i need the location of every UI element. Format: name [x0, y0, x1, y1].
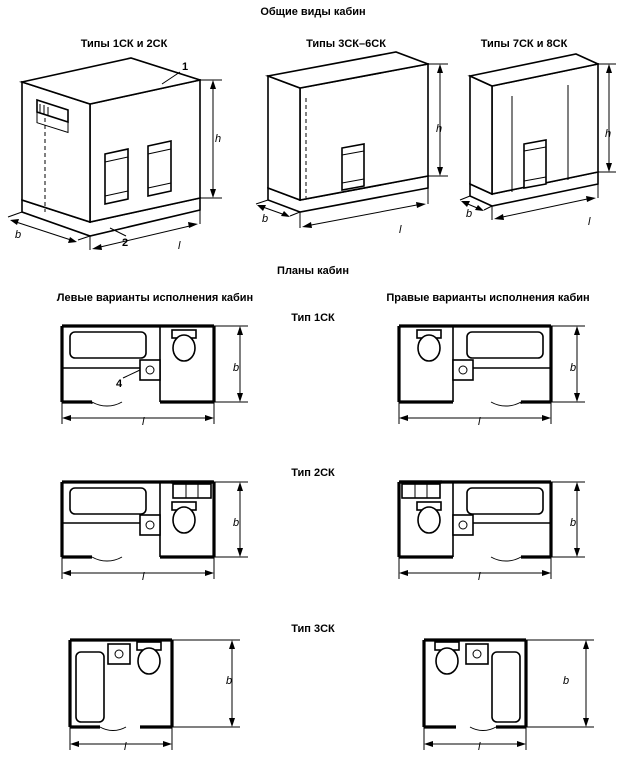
plan-1sk-left: [62, 326, 248, 424]
plan3-left-dim-b: b: [226, 675, 233, 687]
plan2-left-dim-b: b: [233, 517, 240, 529]
callout-2-view1: 2: [122, 237, 129, 249]
general-view-caption-3: Типы 7СК и 8СК: [480, 38, 568, 50]
general-view-2: [256, 52, 448, 228]
plan-type-label-3sk: Тип 3СК: [291, 623, 335, 635]
plan1-right-dim-l: l: [478, 416, 481, 428]
dim-h-view3: h: [605, 128, 612, 140]
plan-type-label-2sk: Тип 2СК: [291, 467, 335, 479]
plan2-right-dim-b: b: [570, 517, 577, 529]
plans-title: Планы кабин: [277, 265, 349, 277]
plan-header-left: Левые варианты исполнения кабин: [56, 292, 254, 304]
dim-l-view1: l: [178, 240, 181, 252]
plan-2sk-right: [399, 482, 585, 579]
dim-b-view1: b: [15, 229, 22, 241]
dim-h-view1: h: [215, 133, 222, 145]
plan-2sk-left: [62, 482, 248, 579]
plan2-right-dim-l: l: [478, 571, 481, 583]
plan-header-right: Правые варианты исполнения кабин: [386, 292, 590, 304]
plan2-left-dim-l: l: [142, 571, 145, 583]
plan-1sk-right: [399, 326, 585, 424]
plan1-left-dim-l: l: [142, 416, 145, 428]
dim-l-view2: l: [399, 224, 402, 236]
dim-l-view3: l: [588, 216, 591, 228]
plan-3sk-right: [424, 640, 594, 750]
plan1-left-dim-b: b: [233, 362, 240, 374]
dim-b-view3: b: [466, 208, 473, 220]
general-view-caption-1: Типы 1СК и 2СК: [80, 38, 168, 50]
callout-4-plan1: 4: [116, 378, 123, 390]
general-view-3: [460, 54, 616, 220]
plan3-right-dim-b: b: [563, 675, 570, 687]
dim-h-view2: h: [436, 123, 443, 135]
general-view-caption-2: Типы 3СК–6СК: [306, 38, 386, 50]
plan3-right-dim-l: l: [478, 741, 481, 753]
plan1-right-dim-b: b: [570, 362, 577, 374]
plan-type-label-1sk: Тип 1СК: [291, 312, 335, 324]
plan-3sk-left: [70, 640, 240, 750]
callout-1-view1: 1: [182, 61, 189, 73]
general-view-1: [8, 58, 222, 250]
main-title: Общие виды кабин: [260, 6, 366, 18]
dim-b-view2: b: [262, 213, 269, 225]
plan3-left-dim-l: l: [124, 741, 127, 753]
